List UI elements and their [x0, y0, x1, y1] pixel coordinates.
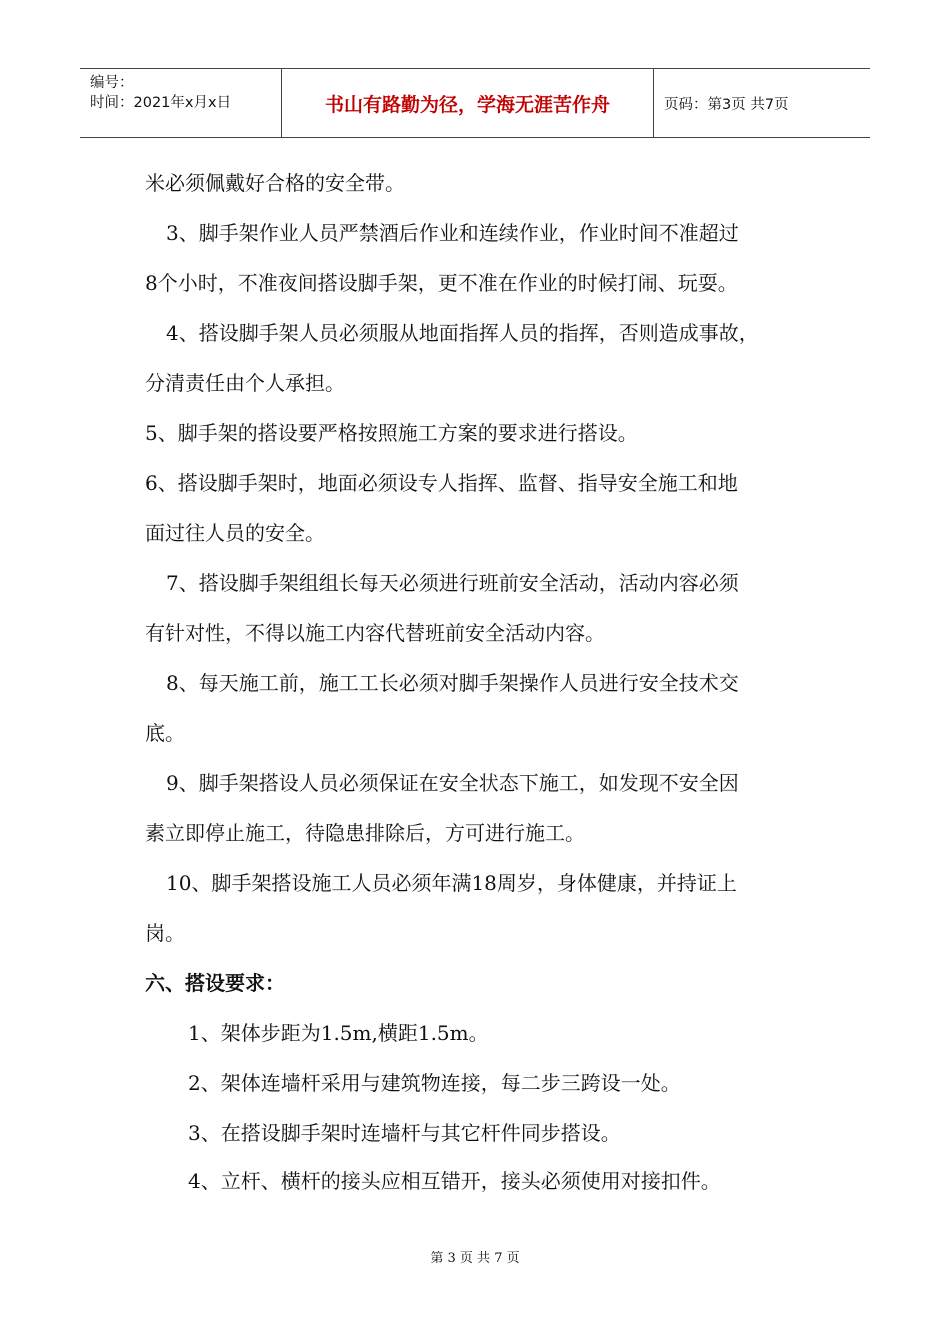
- header-page-number: 页码：第3页 共7页: [664, 96, 789, 113]
- page-header: [80, 68, 870, 138]
- body-line: 4、搭设脚手架人员必须服从地面指挥人员的指挥，否则造成事故，: [166, 321, 759, 345]
- page-footer: 第 3 页 共 7 页: [430, 1251, 520, 1266]
- body-line: 8个小时，不准夜间搭设脚手架，更不准在作业的时候打闹、玩耍。: [145, 271, 738, 295]
- body-line: 岗。: [145, 921, 185, 945]
- body-line: 素立即停止施工，待隐患排除后，方可进行施工。: [145, 821, 585, 845]
- body-line: 9、脚手架搭设人员必须保证在安全状态下施工，如发现不安全因: [166, 771, 739, 795]
- body-line: 有针对性，不得以施工内容代替班前安全活动内容。: [145, 621, 605, 645]
- body-line: 米必须佩戴好合格的安全带。: [145, 171, 405, 195]
- requirement-item: 4、立杆、横杆的接头应相互错开，接头必须使用对接扣件。: [188, 1169, 721, 1193]
- requirement-item: 2、架体连墙杆采用与建筑物连接，每二步三跨设一处。: [188, 1071, 681, 1095]
- requirement-item: 3、在搭设脚手架时连墙杆与其它杆件同步搭设。: [188, 1121, 621, 1145]
- document-number-label: 编号：: [90, 75, 134, 91]
- header-motto: 书山有路勤为径，学海无涯苦作舟: [281, 69, 654, 137]
- body-line: 10、脚手架搭设施工人员必须年满18周岁，身体健康，并持证上: [166, 871, 737, 895]
- header-meta: [80, 69, 281, 137]
- body-line: 底。: [145, 721, 185, 745]
- body-line: 6、搭设脚手架时，地面必须设专人指挥、监督、指导安全施工和地: [145, 471, 738, 495]
- body-line: 5、脚手架的搭设要严格按照施工方案的要求进行搭设。: [145, 421, 638, 445]
- section-heading: 六、搭设要求：: [145, 971, 285, 995]
- document-time-label: 时间：2021年x月x日: [90, 95, 232, 111]
- body-line: 8、每天施工前，施工工长必须对脚手架操作人员进行安全技术交: [166, 671, 739, 695]
- body-line: 面过往人员的安全。: [145, 521, 325, 545]
- body-line: 3、脚手架作业人员严禁酒后作业和连续作业，作业时间不准超过: [166, 221, 739, 245]
- body-line: 分清责任由个人承担。: [145, 371, 345, 395]
- body-line: 7、搭设脚手架组组长每天必须进行班前安全活动，活动内容必须: [166, 571, 739, 595]
- requirement-item: 1、架体步距为1.5m,横距1.5m。: [188, 1021, 489, 1045]
